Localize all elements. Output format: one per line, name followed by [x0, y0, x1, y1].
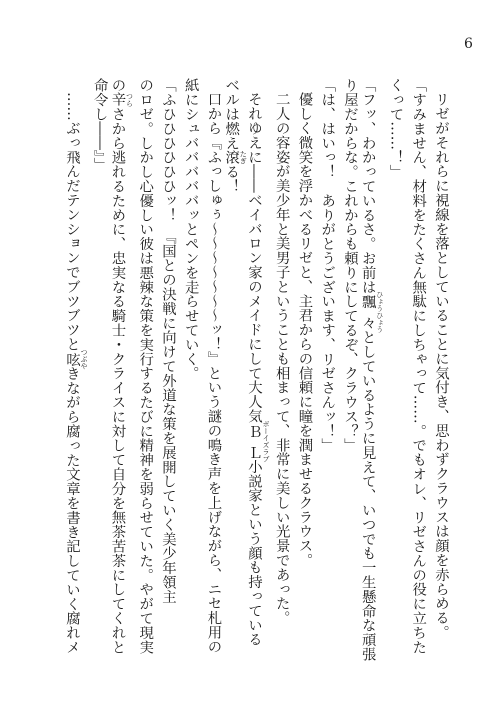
ruby-reading: たぎ	[239, 150, 248, 165]
text-segment: の	[109, 78, 126, 93]
text-line-8: 二人の容姿が美少年と美男子ということも相まって、非常に美しい光景であった。	[273, 92, 290, 626]
text-line-5: り屋だからな。これからも頼りにしてるぞ、クラウス？」	[342, 78, 358, 453]
text-segment: 小説家という顔も持っている	[246, 459, 262, 647]
text-line-1: リゼがそれらに視線を落としていることに気付き、思わずクラウスは顔を赤らめる。	[433, 92, 449, 640]
ruby-base: ＢＬ	[246, 420, 262, 463]
ruby-reading: ひょうひょう	[375, 291, 384, 333]
text-line-16: 命令し――』」	[91, 78, 108, 172]
text-line-3: くって……！」	[387, 78, 404, 179]
text-line-17	[65, 78, 88, 654]
text-segment: さから逃れるために、忠実なる騎士・クライスに対して自分を無茶苦茶にしてくれと	[109, 106, 126, 655]
text-line-6: 「は、はいっ！ ありがとうございます、リゼさんッ！」	[319, 78, 336, 453]
text-segment: としているように見えて、いつでも一生懸命な頑張	[359, 330, 376, 662]
ruby-base: 飄々	[359, 291, 376, 333]
text-segment: きながら腐った文章を書き記していく腐れメ	[64, 366, 80, 655]
text-line-15	[111, 78, 134, 654]
text-segment: ベルは燃え	[223, 78, 240, 150]
text-line-13: 「ふひひひひひひッ！ 『国との決戦に向けて外道な策を展開していく美少年領主	[160, 78, 176, 604]
text-segment: それゆえに――ベイバロン家のメイドにして大人気	[246, 92, 262, 424]
ruby-annotation	[109, 92, 134, 107]
ruby-base: 滾	[223, 150, 240, 165]
text-line-7: 優しく微笑を浮かべるリゼと、主君からの信頼に瞳を潤ませるクラウス。	[296, 92, 313, 568]
ruby-reading: ボーイズラブ	[262, 420, 270, 463]
ruby-base: 呟	[64, 348, 80, 370]
text-line-12: 紙にシュバババババッとペンを走らせていく。	[182, 78, 199, 381]
ruby-annotation	[246, 420, 270, 463]
text-line-14: のロゼ。しかし心優しい彼は悪辣な策を実行するたびに精神を弱らせていた。やがて現実	[137, 78, 154, 654]
text-segment: 「フッ、わかっているさ。お前は	[359, 78, 376, 294]
text-line-11: 口から『ふっしゅぅ〜〜〜〜〜〜〜ッ！』という謎の鳴き声を上げながら、ニセ札用の	[205, 92, 222, 654]
body-text	[64, 78, 452, 662]
text-line-4	[359, 78, 384, 662]
text-line-9	[247, 78, 270, 654]
ruby-annotation	[64, 348, 88, 370]
ruby-reading: つら	[125, 92, 134, 107]
ruby-annotation	[223, 150, 248, 165]
ruby-annotation	[359, 291, 384, 333]
text-segment: る！	[223, 164, 240, 194]
text-segment: ……ぶっ飛んだテンションでブツブツと	[64, 92, 80, 352]
ruby-reading: つぶや	[80, 348, 88, 370]
page-number: 6	[464, 36, 473, 52]
text-line-2: 「すみません、材料をたくさん無駄にしちゃって……。でもオレ、リゼさんの役に立ちた	[410, 78, 427, 654]
ruby-base: 辛	[109, 92, 126, 107]
